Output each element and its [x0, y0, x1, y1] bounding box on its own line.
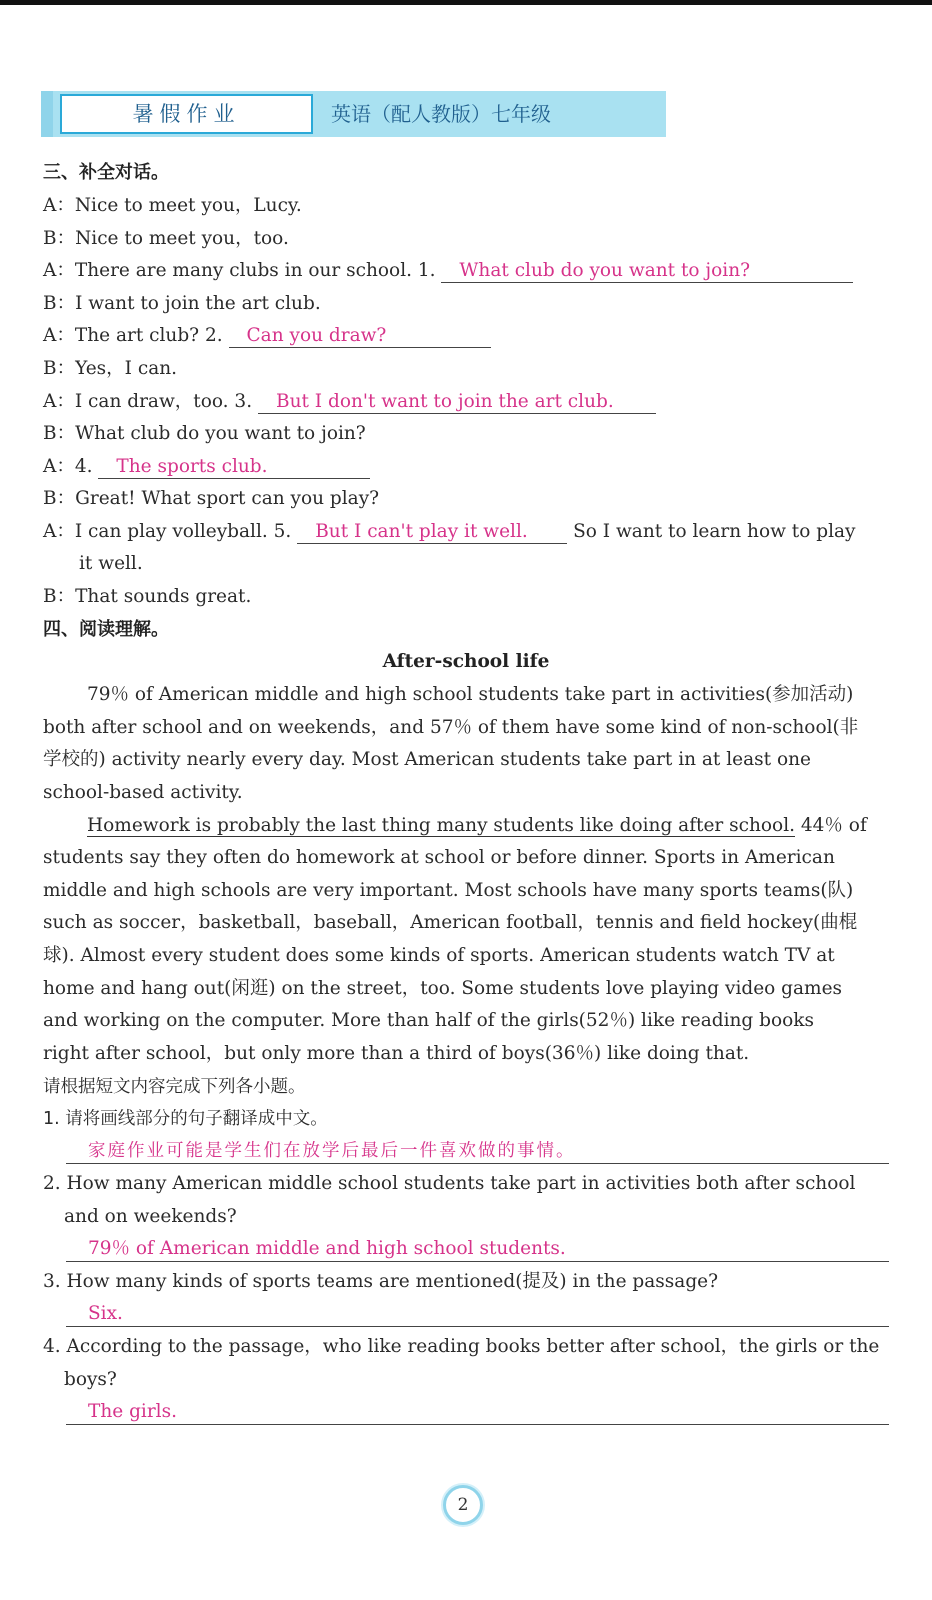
dialogue-line: B：Nice to meet you，too.: [43, 228, 289, 249]
question-1: 1. 请将画线部分的句子翻译成中文。: [43, 1109, 328, 1129]
question-2: 2. How many American middle school students take part in activities both after school: [43, 1173, 856, 1194]
dialogue-text: So I want to learn how to play: [573, 521, 856, 542]
passage-text: 44％ of: [795, 815, 867, 836]
underlined-sentence: Homework is probably the last thing many students like doing after school.: [87, 815, 795, 836]
answer-blank-5: But I can't play it well.: [297, 521, 567, 544]
dialogue-text: A：I can play volleyball. 5.: [43, 521, 292, 542]
passage-line: and working on the computer. More than half of the girls(52％) like reading books: [43, 1010, 814, 1031]
dialogue-line: B：Yes，I can.: [43, 358, 178, 379]
section-4-title: 四、阅读理解。: [43, 619, 169, 640]
question-4: 4. According to the passage，who like reading books better after school，the girls or the: [43, 1336, 880, 1357]
passage-line: students say they often do homework at school or before dinner. Sports in American: [43, 847, 835, 868]
answer-blank-2: Can you draw?: [229, 325, 491, 348]
passage-line: middle and high schools are very important. Most schools have many sports teams(队): [43, 880, 854, 901]
passage-line: school-based activity.: [43, 782, 243, 803]
dialogue-line: B：I want to join the art club.: [43, 293, 321, 314]
answer-2: 79％ of American middle and high school students.: [66, 1237, 889, 1262]
passage-line: 79％ of American middle and high school students take part in activities(参加活动): [87, 684, 854, 705]
question-3: 3. How many kinds of sports teams are mentioned(提及) in the passage?: [43, 1271, 719, 1292]
passage-title: After-school life: [382, 651, 550, 672]
passage-line: 球). Almost every student does some kinds of sports. American students watch TV at: [43, 945, 835, 966]
page-number: 2: [443, 1485, 483, 1525]
question-2-cont: and on weekends?: [64, 1206, 237, 1227]
passage-line: 学校的) activity nearly every day. Most American students take part in at least one: [43, 749, 811, 770]
header-label: 暑假作业: [132, 102, 241, 126]
answer-blank-1: What club do you want to join?: [441, 260, 853, 283]
dialogue-line: B：That sounds great.: [43, 586, 252, 607]
dialogue-line: [43, 520, 856, 544]
passage-line: both after school and on weekends，and 57％ of them have some kind of non-school(非: [43, 717, 859, 738]
question-4-cont: boys?: [64, 1369, 117, 1390]
dialogue-line: B：Great! What sport can you play?: [43, 488, 380, 509]
answer-blank-4: The sports club.: [98, 456, 370, 479]
answer-blank-3: But I don't want to join the art club.: [258, 391, 656, 414]
dialogue-line: [43, 324, 491, 348]
dialogue-text: A：4.: [43, 456, 93, 477]
header-accent: [41, 91, 53, 137]
page-header: [41, 91, 666, 137]
answer-3: Six.: [66, 1302, 889, 1327]
dialogue-text: A：There are many clubs in our school. 1.: [43, 260, 436, 281]
header-label-box: [60, 94, 313, 134]
header-subject: 英语（配人教版）七年级: [331, 102, 551, 126]
dialogue-text: A：The art club? 2.: [43, 325, 223, 346]
dialogue-line: A：Nice to meet you，Lucy.: [43, 195, 302, 216]
passage-line: home and hang out(闲逛) on the street，too. Some students love playing video games: [43, 978, 843, 999]
dialogue-line: B：What club do you want to join?: [43, 423, 366, 444]
instruction: 请根据短文内容完成下列各小题。: [43, 1077, 306, 1097]
answer-1: 家庭作业可能是学生们在放学后最后一件喜欢做的事情。: [66, 1139, 889, 1164]
section-3-title: 三、补全对话。: [43, 162, 169, 183]
dialogue-line: [43, 259, 853, 283]
dialogue-line-cont: it well.: [79, 553, 143, 574]
dialogue-text: A：I can draw，too. 3.: [43, 391, 253, 412]
dialogue-line: [43, 455, 370, 479]
passage-line: such as soccer，basketball，baseball，American football，tennis and field hockey(曲棍: [43, 912, 858, 933]
answer-4: The girls.: [66, 1400, 889, 1425]
passage-line: right after school，but only more than a third of boys(36％) like doing that.: [43, 1043, 750, 1064]
passage-line: [87, 814, 867, 838]
dialogue-line: [43, 390, 656, 414]
top-border: [0, 0, 932, 5]
